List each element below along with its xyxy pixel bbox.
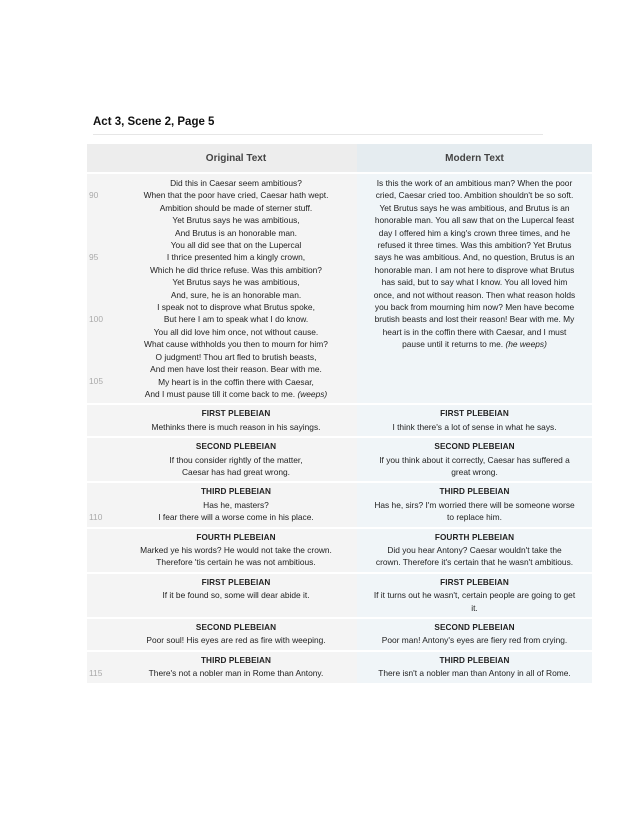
speaker-name: SECOND PLEBEIAN bbox=[195, 442, 277, 452]
table-row bbox=[87, 574, 592, 617]
line-number bbox=[87, 622, 115, 634]
original-line-text: And I must pause till it come back to me. bbox=[144, 388, 296, 399]
speaker-name: SECOND PLEBEIAN bbox=[434, 442, 515, 452]
line-number: 105 bbox=[89, 376, 103, 387]
original-line-text: When that the poor have cried, Caesar hath wept. bbox=[143, 190, 329, 201]
line-number: 95 bbox=[89, 252, 99, 263]
modern-line-text: Is this the work of an ambitious man? When the poor bbox=[376, 178, 573, 188]
line-number bbox=[87, 227, 115, 239]
original-line bbox=[117, 544, 355, 556]
line-number: 110 bbox=[89, 512, 103, 523]
modern-line-text: pause until it returns to me. bbox=[402, 339, 504, 350]
modern-line bbox=[359, 189, 590, 201]
original-text-cell bbox=[115, 529, 357, 572]
original-line-text: Caesar has had great wrong. bbox=[181, 466, 290, 477]
original-line-text: Which he did thrice refuse. Was this ambition? bbox=[150, 264, 322, 275]
modern-line-text: I think there's a lot of sense in what he says. bbox=[392, 421, 557, 432]
modern-line bbox=[359, 499, 590, 511]
line-number bbox=[87, 441, 115, 453]
line-number-cell bbox=[87, 529, 115, 572]
line-number-cell bbox=[87, 619, 115, 650]
original-line-text: And Brutus is an honorable man. bbox=[175, 227, 297, 238]
original-line-text: O judgment! Thou art fled to brutish beasts, bbox=[155, 351, 317, 362]
page-title: Act 3, Scene 2, Page 5 bbox=[93, 116, 215, 128]
original-line bbox=[117, 421, 355, 433]
stage-direction: (he weeps) bbox=[505, 339, 547, 350]
original-line bbox=[117, 634, 355, 646]
line-number-header bbox=[87, 144, 115, 172]
modern-line-text: day I offered him a king's crown three times, and he bbox=[378, 227, 571, 238]
modern-line-text: great wrong. bbox=[451, 466, 498, 477]
original-line bbox=[117, 499, 355, 511]
speaker-name: THIRD PLEBEIAN bbox=[200, 655, 272, 665]
speaker-name: FIRST PLEBEIAN bbox=[440, 577, 509, 587]
line-number bbox=[87, 350, 115, 362]
modern-line bbox=[359, 313, 590, 325]
modern-line-text: Poor man! Antony's eyes are fiery red from crying. bbox=[381, 635, 568, 646]
speaker-name: FIRST PLEBEIAN bbox=[440, 409, 509, 419]
original-line bbox=[117, 189, 355, 201]
table-row bbox=[87, 174, 592, 403]
original-line-text: If thou consider rightly of the matter, bbox=[169, 454, 303, 465]
speaker-name: SECOND PLEBEIAN bbox=[195, 623, 277, 632]
original-line-text: You all did see that on the Lupercal bbox=[170, 240, 302, 251]
modern-line-text: If you think about it correctly, Caesar has suffered a bbox=[379, 454, 570, 465]
table-row bbox=[87, 405, 592, 436]
line-number bbox=[87, 202, 115, 214]
modern-line-text: says he was ambitious. And, no question, Brutus is an bbox=[374, 252, 575, 263]
original-line bbox=[117, 454, 355, 466]
page-header bbox=[93, 116, 543, 135]
modern-line bbox=[359, 251, 590, 263]
original-line bbox=[117, 289, 355, 301]
original-line-text: And men have lost their reason. Bear with me. bbox=[150, 364, 322, 375]
line-number bbox=[87, 634, 115, 646]
original-line bbox=[117, 376, 355, 388]
modern-line bbox=[359, 289, 590, 301]
modern-line-text: has said, but to say what I know. You all loved him bbox=[381, 277, 568, 288]
original-line-text: Yet Brutus says he was ambitious, bbox=[172, 215, 300, 226]
original-line-text: What cause withholds you then to mourn for him? bbox=[144, 339, 328, 350]
original-line bbox=[117, 251, 355, 263]
modern-line bbox=[359, 466, 590, 478]
line-number bbox=[87, 338, 115, 350]
modern-text-cell bbox=[357, 574, 592, 617]
speaker-name: FIRST PLEBEIAN bbox=[201, 409, 271, 419]
original-line-text: Methinks there is much reason in his sayings. bbox=[151, 421, 321, 432]
line-number bbox=[87, 532, 115, 544]
original-line bbox=[117, 556, 355, 568]
modern-line bbox=[359, 326, 590, 338]
original-text-header: Original Text bbox=[115, 144, 357, 172]
modern-text-header: Modern Text bbox=[357, 144, 592, 172]
original-line-text: Did this in Caesar seem ambitious? bbox=[170, 178, 302, 188]
line-number bbox=[87, 655, 115, 667]
modern-line-text: Did you hear Antony? Caesar wouldn't take the bbox=[387, 544, 562, 555]
modern-line bbox=[359, 202, 590, 214]
speaker-name: THIRD PLEBEIAN bbox=[439, 487, 510, 497]
original-line bbox=[117, 351, 355, 363]
original-line bbox=[117, 466, 355, 478]
original-line bbox=[117, 326, 355, 338]
original-line bbox=[117, 214, 355, 226]
line-number bbox=[87, 301, 115, 313]
modern-text-cell bbox=[357, 483, 592, 526]
modern-line bbox=[359, 227, 590, 239]
modern-line bbox=[359, 556, 590, 568]
table-row bbox=[87, 438, 592, 481]
line-number-cell bbox=[87, 574, 115, 617]
modern-text-cell bbox=[357, 174, 592, 403]
line-number bbox=[87, 466, 115, 478]
line-number bbox=[87, 486, 115, 498]
original-line bbox=[117, 338, 355, 350]
modern-line-text: refused it three times. Was this ambition? Yet Brutus bbox=[377, 240, 572, 251]
line-number bbox=[87, 454, 115, 466]
modern-line-text: cried, Caesar cried too. Ambition shouldn't be so soft. bbox=[375, 190, 574, 201]
line-number-cell bbox=[87, 652, 115, 683]
modern-line bbox=[359, 338, 590, 350]
original-line-text: Has he, masters? bbox=[203, 499, 269, 510]
original-line bbox=[117, 227, 355, 239]
original-line-text: But here I am to speak what I do know. bbox=[163, 314, 309, 325]
modern-line bbox=[359, 301, 590, 313]
table-row bbox=[87, 619, 592, 650]
modern-text-cell bbox=[357, 652, 592, 683]
modern-text-cell bbox=[357, 405, 592, 436]
line-number: 90 bbox=[89, 190, 99, 201]
original-line bbox=[117, 276, 355, 288]
line-number bbox=[87, 214, 115, 226]
modern-line bbox=[359, 602, 590, 614]
modern-line bbox=[359, 667, 590, 679]
modern-line bbox=[359, 454, 590, 466]
line-number bbox=[87, 239, 115, 251]
table-row bbox=[87, 483, 592, 526]
line-number: 115 bbox=[89, 668, 103, 679]
modern-line-text: There isn't a nobler man than Antony in all of Rome. bbox=[378, 668, 571, 679]
table-row bbox=[87, 652, 592, 683]
modern-line-text: heart is in the coffin there with Caesar, and I must bbox=[382, 326, 567, 337]
line-number bbox=[87, 408, 115, 420]
original-line-text: If it be found so, some will dear abide it. bbox=[162, 590, 310, 601]
original-line bbox=[117, 388, 355, 400]
table-header-row bbox=[87, 144, 592, 172]
line-number bbox=[87, 264, 115, 276]
line-number-cell bbox=[87, 405, 115, 436]
line-number bbox=[87, 544, 115, 556]
line-number bbox=[87, 177, 115, 189]
original-line-text: I fear there will a worse come in his place. bbox=[158, 512, 314, 523]
original-text-cell bbox=[115, 483, 357, 526]
table-row bbox=[87, 529, 592, 572]
modern-line bbox=[359, 276, 590, 288]
script-table bbox=[87, 142, 592, 685]
modern-line-text: once, and not without reason. Then what reason holds bbox=[373, 289, 576, 300]
modern-line bbox=[359, 239, 590, 251]
original-line-text: There's not a nobler man in Rome than Antony. bbox=[148, 668, 324, 679]
stage-direction: (weeps) bbox=[297, 388, 328, 399]
original-text-cell bbox=[115, 619, 357, 650]
modern-line-text: brutish beasts and lost their reason! Bear with me. My bbox=[374, 314, 575, 325]
original-line-text: I speak not to disprove what Brutus spoke, bbox=[157, 302, 315, 313]
modern-line bbox=[359, 589, 590, 601]
line-number-cell bbox=[87, 438, 115, 481]
line-number-cell bbox=[87, 174, 115, 403]
modern-line bbox=[359, 264, 590, 276]
script-rows bbox=[87, 174, 592, 683]
original-line bbox=[117, 313, 355, 325]
line-number bbox=[87, 577, 115, 589]
original-line bbox=[117, 202, 355, 214]
modern-line-text: Has he, sirs? I'm worried there will be someone worse bbox=[374, 499, 575, 510]
original-text-cell bbox=[115, 438, 357, 481]
line-number bbox=[87, 326, 115, 338]
modern-line-text: you back from mourning him now? Men have become bbox=[374, 302, 575, 313]
speaker-name: SECOND PLEBEIAN bbox=[434, 623, 515, 632]
original-text-cell bbox=[115, 652, 357, 683]
speaker-name: THIRD PLEBEIAN bbox=[439, 655, 510, 665]
original-line bbox=[117, 264, 355, 276]
speaker-name: FIRST PLEBEIAN bbox=[201, 577, 271, 587]
original-line-text: My heart is in the coffin there with Caesar, bbox=[158, 376, 314, 387]
original-text-cell bbox=[115, 174, 357, 403]
original-line-text: And, sure, he is an honorable man. bbox=[170, 289, 302, 300]
modern-line bbox=[359, 511, 590, 523]
modern-line-text: Yet Brutus says he was ambitious, and Brutus is an bbox=[379, 202, 570, 213]
original-line-text: Poor soul! His eyes are red as fire with weeping. bbox=[146, 635, 326, 646]
original-line bbox=[117, 511, 355, 523]
line-number bbox=[87, 602, 115, 614]
original-line-text: Ambition should be made of sterner stuff. bbox=[159, 202, 313, 213]
modern-line-text: honorable man. You all saw that on the Lupercal feast bbox=[374, 215, 575, 226]
line-number-cell bbox=[87, 483, 115, 526]
original-line-text: Yet Brutus says he was ambitious, bbox=[172, 277, 300, 288]
line-number bbox=[87, 421, 115, 433]
modern-text-cell bbox=[357, 619, 592, 650]
modern-line-text: honorable man. I am not here to disprove what Brutus bbox=[374, 264, 575, 275]
modern-line-text: to replace him. bbox=[447, 512, 502, 523]
line-number bbox=[87, 589, 115, 601]
line-number bbox=[87, 499, 115, 511]
line-number bbox=[87, 556, 115, 568]
original-text-cell bbox=[115, 405, 357, 436]
original-line bbox=[117, 301, 355, 313]
original-text-cell bbox=[115, 574, 357, 617]
modern-line bbox=[359, 421, 590, 433]
modern-line-text: it. bbox=[471, 602, 478, 613]
modern-text-cell bbox=[357, 438, 592, 481]
original-line bbox=[117, 589, 355, 601]
line-number bbox=[87, 276, 115, 288]
modern-line-text: crown. Therefore it's certain that he wasn't ambitious. bbox=[375, 557, 574, 568]
original-line-text: Therefore 'tis certain he was not ambitious. bbox=[156, 557, 316, 568]
original-line-text: Marked ye his words? He would not take the crown. bbox=[140, 544, 332, 555]
original-line bbox=[117, 363, 355, 375]
modern-line bbox=[359, 177, 590, 189]
modern-line-text: If it turns out he wasn't, certain people are going to get bbox=[373, 590, 576, 601]
original-line bbox=[117, 239, 355, 251]
modern-text-cell bbox=[357, 529, 592, 572]
speaker-name: THIRD PLEBEIAN bbox=[200, 487, 272, 497]
modern-line bbox=[359, 544, 590, 556]
original-line bbox=[117, 667, 355, 679]
speaker-name: FOURTH PLEBEIAN bbox=[434, 532, 515, 542]
modern-line bbox=[359, 214, 590, 226]
speaker-name: FOURTH PLEBEIAN bbox=[196, 532, 276, 542]
line-number bbox=[87, 363, 115, 375]
line-number bbox=[87, 289, 115, 301]
line-number: 100 bbox=[89, 314, 103, 325]
original-line-text: I thrice presented him a kingly crown, bbox=[166, 252, 306, 263]
original-line-text: You all did love him once, not without cause. bbox=[153, 326, 319, 337]
original-line bbox=[117, 177, 355, 189]
modern-line bbox=[359, 634, 590, 646]
line-number bbox=[87, 388, 115, 400]
